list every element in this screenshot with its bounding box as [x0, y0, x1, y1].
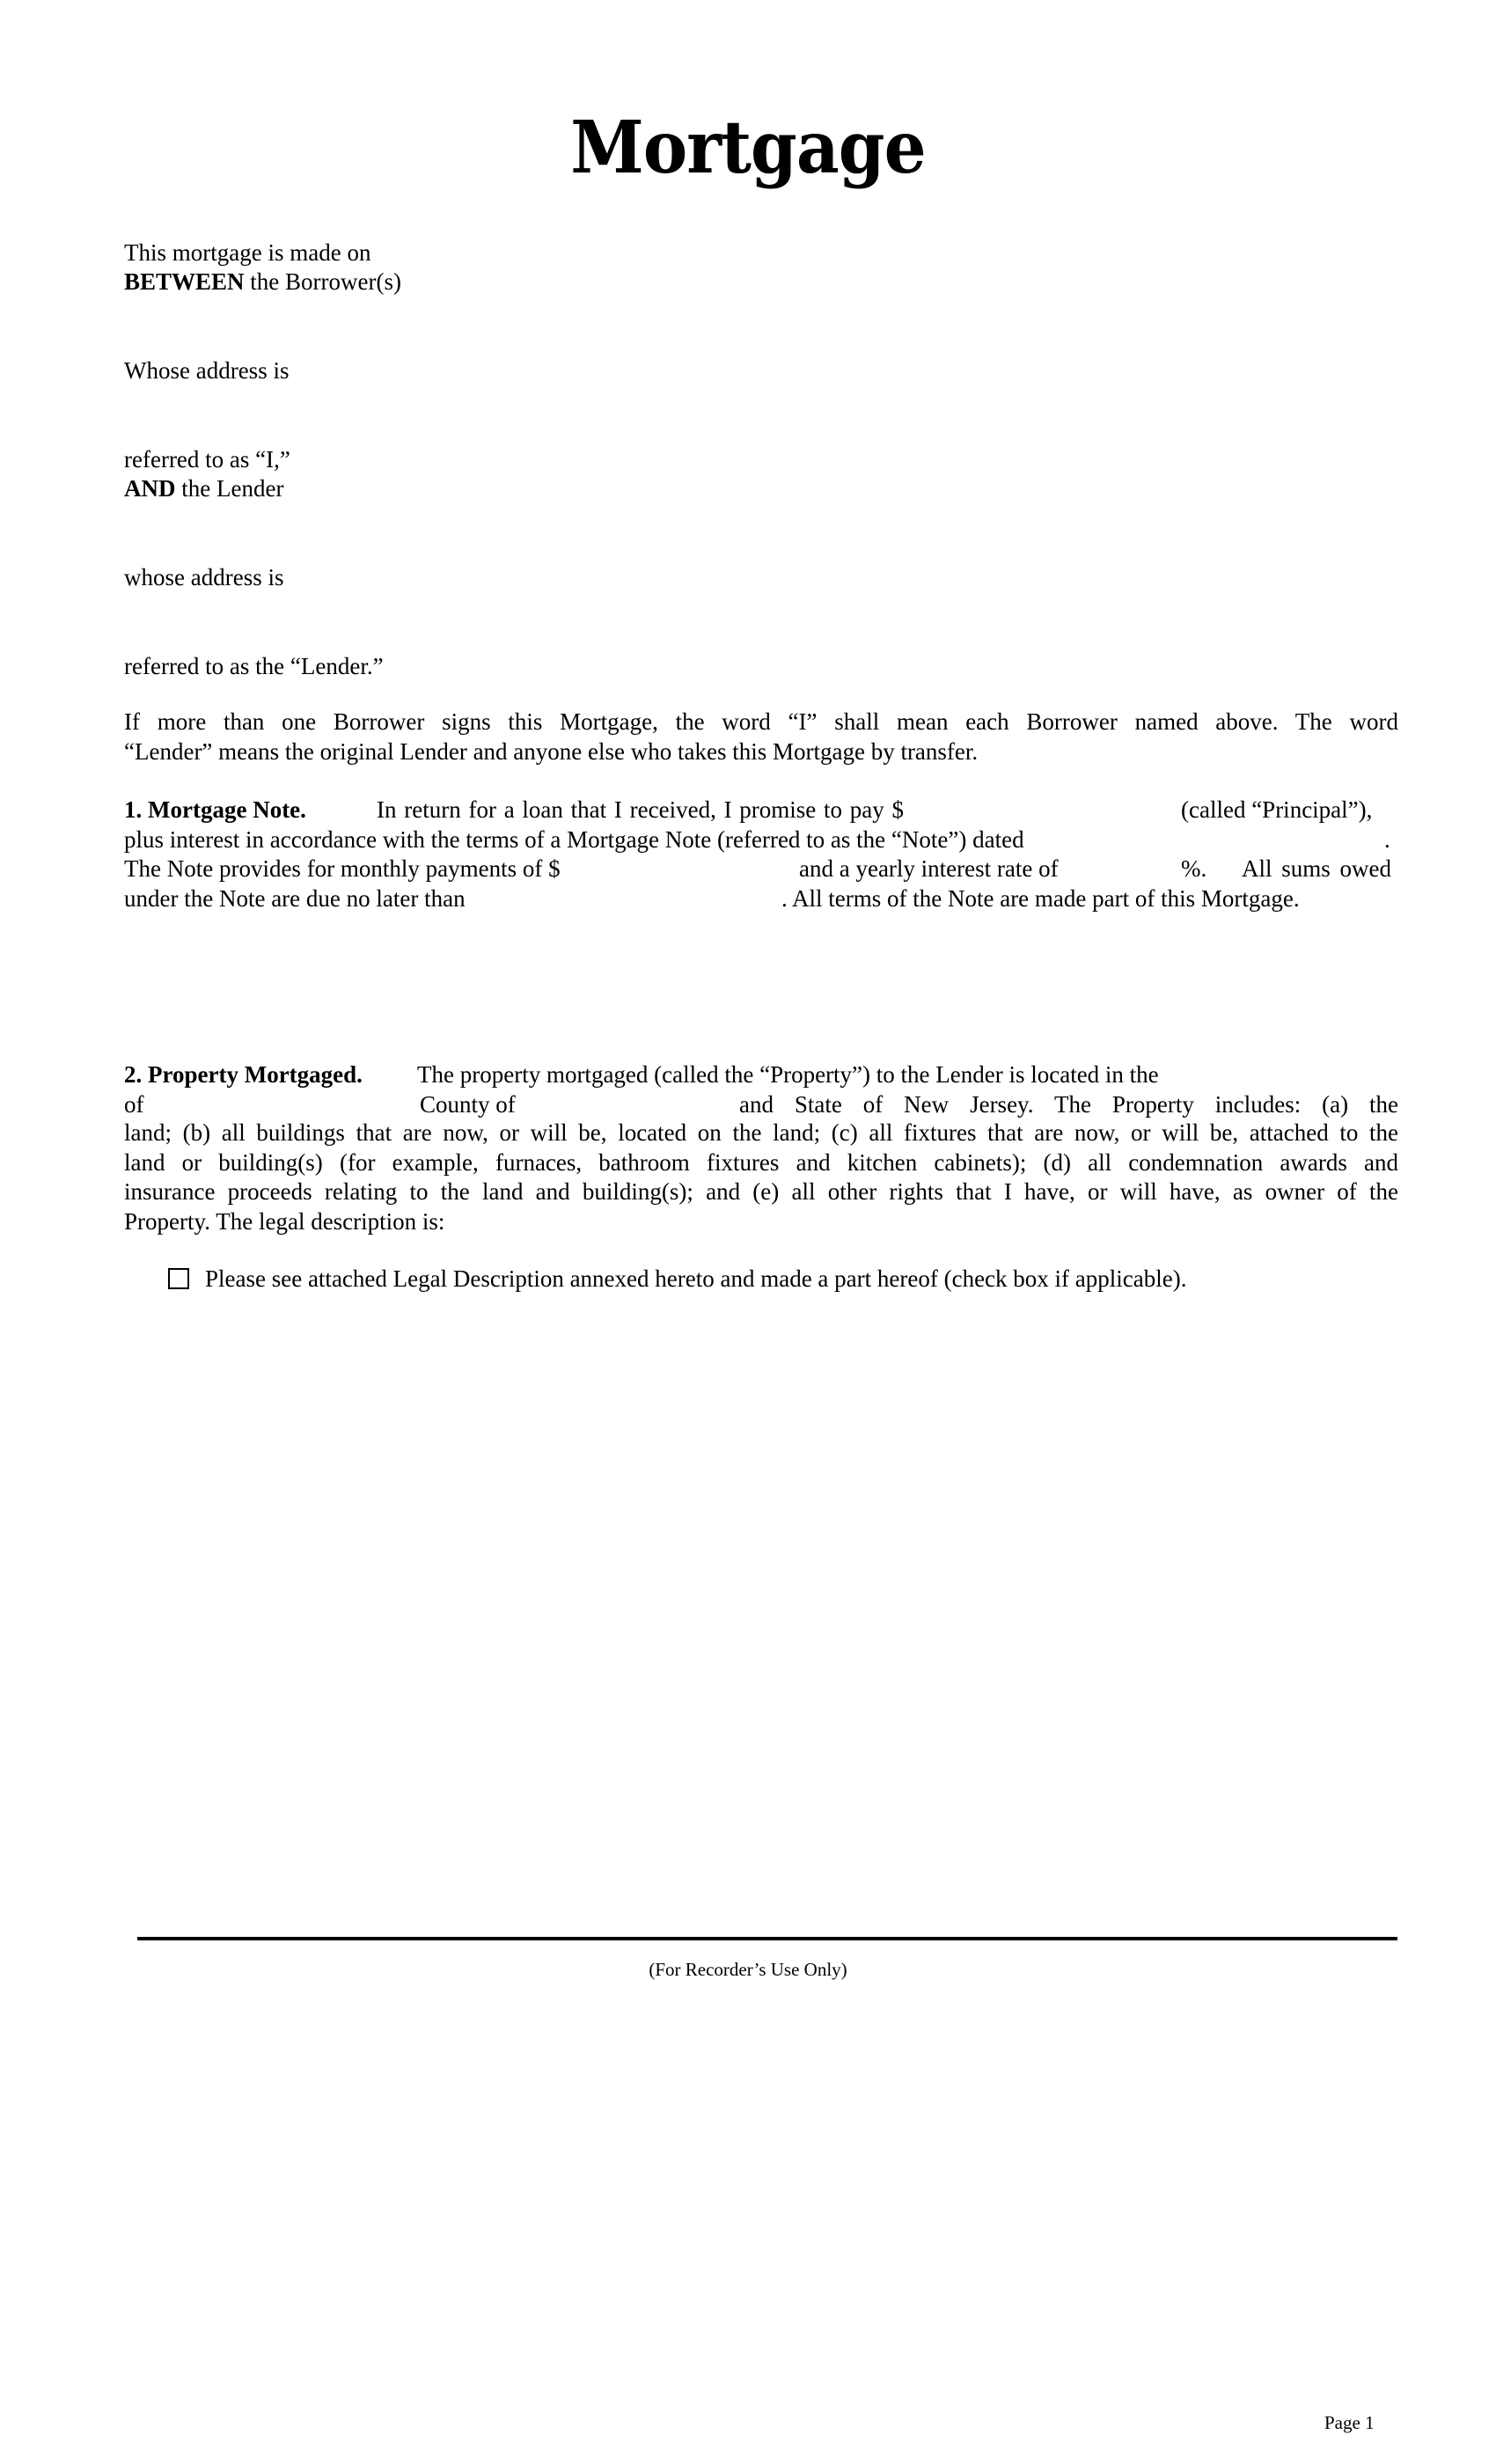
section-1-line-3-text: The Note provides for monthly payments of $ — [124, 855, 561, 882]
section-1-percent: %. — [1181, 855, 1207, 882]
section-2-line-3: land; (b) all buildings that are now, or will be, located on the land; (c) all fixtures that are now, or will be, attached to the — [124, 1119, 1398, 1146]
section-2-state: and State of New Jersey. The Property includes: (a) the — [739, 1091, 1398, 1118]
and-line — [124, 473, 283, 503]
page-number: Page 1 — [1324, 2412, 1375, 2433]
recorder-use-note: (For Recorder’s Use Only) — [649, 1959, 847, 1980]
section-2-heading: 2. Property Mortgaged. — [124, 1061, 363, 1088]
definitions-paragraph — [124, 708, 1398, 766]
and-keyword: AND — [124, 475, 176, 502]
document-title: Mortgage — [570, 106, 926, 190]
between-line — [124, 267, 401, 297]
lender-address-label: whose address is — [124, 564, 284, 590]
between-keyword: BETWEEN — [124, 268, 245, 295]
section-2-line-4: land or building(s) (for example, furnaces, bathroom fixtures and kitchen cabinets); (d) all condemnation awards and — [124, 1148, 1398, 1176]
lender-label: the Lender — [175, 475, 284, 502]
legal-description-label: Please see attached Legal Description annexed hereto and made a part hereof (check box if applicable). — [205, 1265, 1187, 1292]
recorder-divider — [137, 1937, 1397, 1940]
section-1-line-4-text: under the Note are due no later than — [124, 885, 466, 912]
section-1-line-2-text: plus interest in accordance with the terms of a Mortgage Note (referred to as the “Note”) dated — [124, 826, 1024, 853]
section-1-line-4-end: . All terms of the Note are made part of this Mortgage. — [781, 885, 1300, 912]
definitions-line-2: “Lender” means the original Lender and anyone else who takes this Mortgage by transfer. — [124, 737, 979, 765]
legal-description-checkbox[interactable] — [168, 1268, 189, 1289]
borrower-label: the Borrower(s) — [244, 268, 401, 295]
section-1-called-principal: (called “Principal”), — [1181, 796, 1373, 823]
section-1-heading: 1. Mortgage Note. — [124, 796, 306, 823]
made-on-line — [124, 238, 370, 268]
section-2-line-5: insurance proceeds relating to the land and building(s); and (e) all other rights that I have, or will have, as owner of the — [124, 1178, 1398, 1205]
referred-as-i: referred to as “I,” — [124, 446, 290, 473]
section-2-line-6: Property. The legal description is: — [124, 1207, 445, 1235]
section-1-interest-label: and a yearly interest rate of — [799, 855, 1059, 882]
definitions-line-1: If more than one Borrower signs this Mortgage, the word “I” shall mean each Borrower named above. The word — [124, 708, 1398, 735]
section-1-line-2-period: . — [1384, 826, 1390, 853]
made-on-label: This mortgage is made on — [124, 239, 371, 266]
borrower-address-label: Whose address is — [124, 357, 290, 384]
section-2-of: of — [124, 1091, 144, 1118]
section-2-body — [124, 1118, 1398, 1236]
section-2-line-1-text: The property mortgaged (called the “Property”) to the Lender is located in the — [417, 1061, 1159, 1088]
section-1-line-1-text: In return for a loan that I received, I promise to pay $ — [377, 796, 905, 823]
section-2-county-of: County of — [420, 1091, 516, 1118]
section-1-sums-owed: All sums owed — [1242, 855, 1391, 882]
referred-as-lender: referred to as the “Lender.” — [124, 653, 384, 679]
